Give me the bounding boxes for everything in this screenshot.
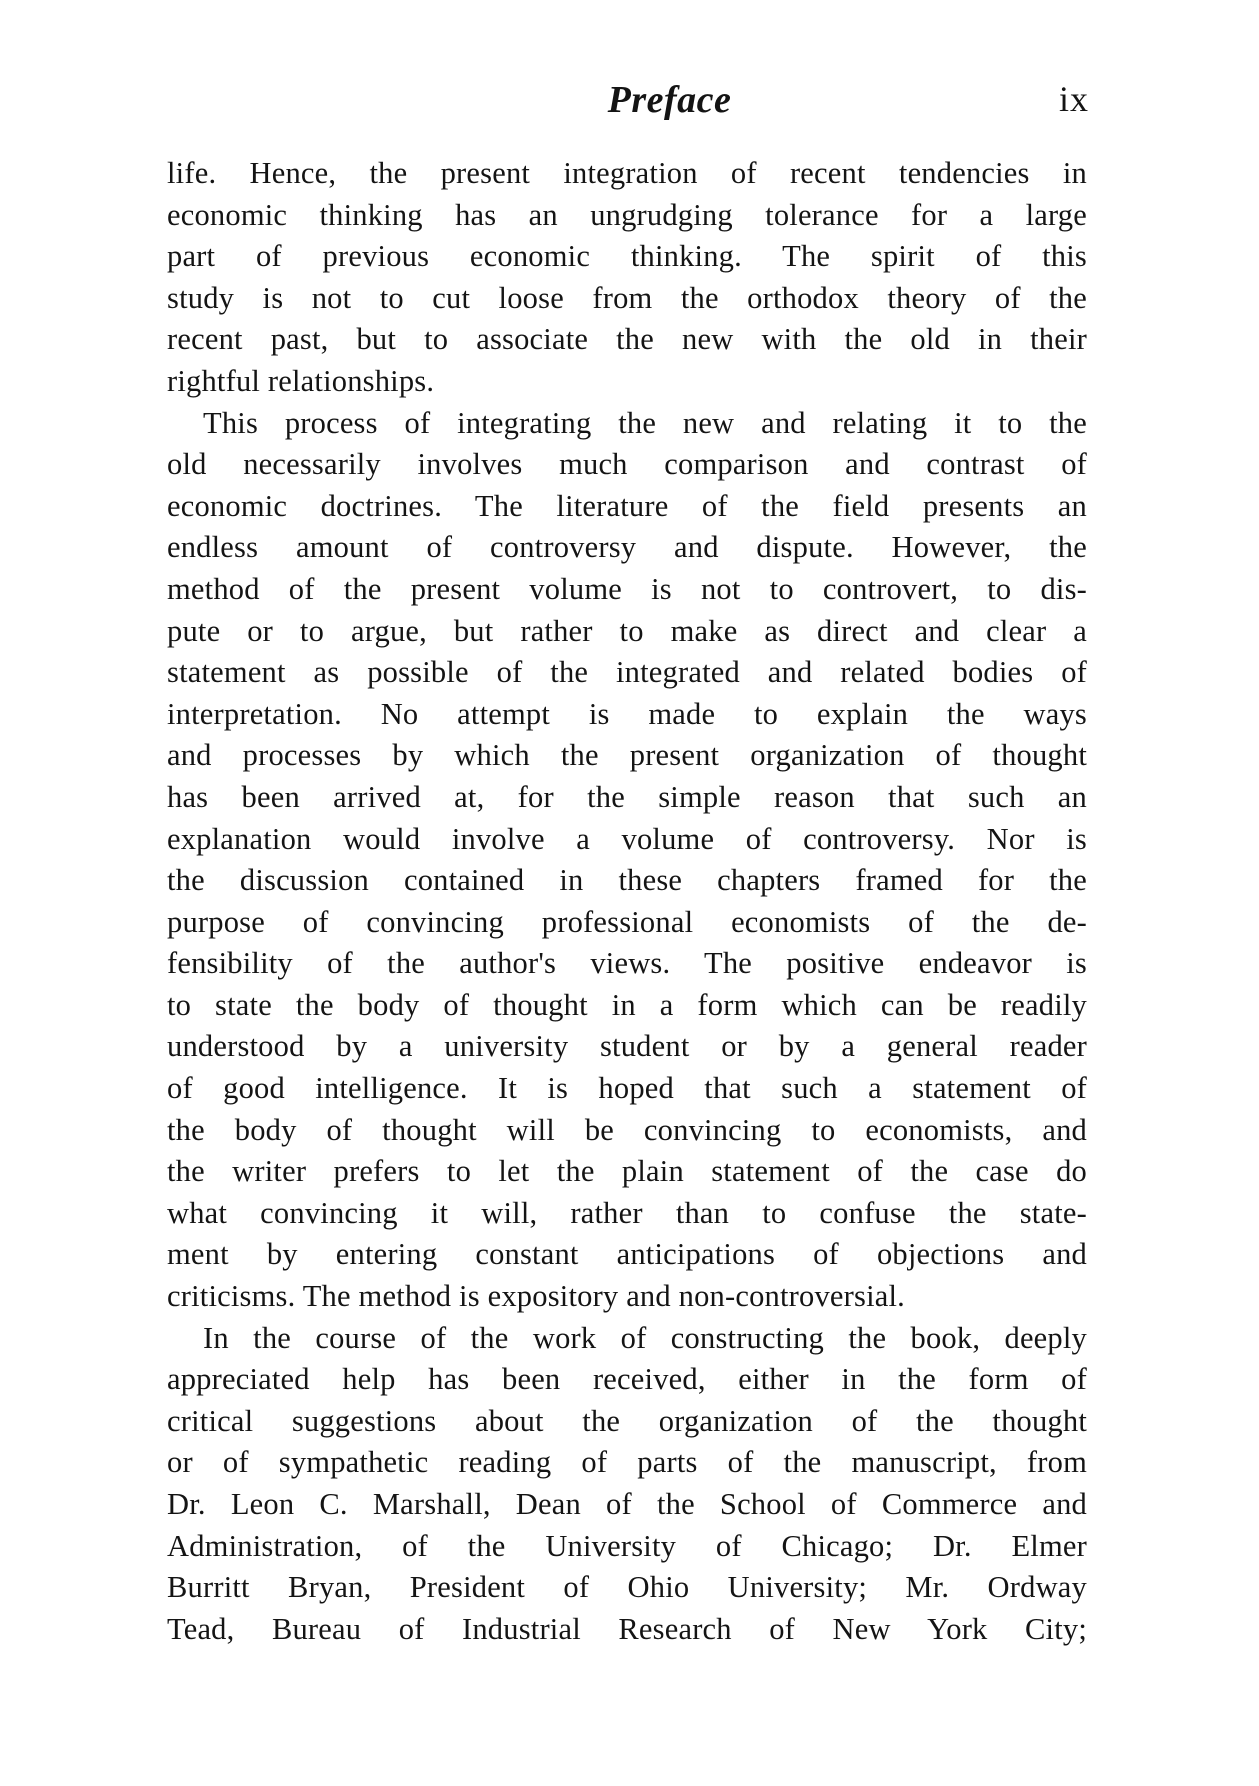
text-line: Dr. Leon C. Marshall, Dean of the School of Commerce and — [167, 1487, 1087, 1521]
text-line: old necessarily involves much comparison and contrast of — [167, 447, 1087, 482]
text-line: pute or to argue, but rather to make as direct and clear a — [167, 613, 1087, 648]
text-line: or of sympathetic reading of parts of the manuscript, from — [167, 1445, 1087, 1480]
text-line: ment by entering constant anticipations of objections and — [167, 1237, 1087, 1272]
text-line: economic doctrines. The literature of the field presents an — [167, 488, 1087, 523]
text-line: endless amount of controversy and dispute. However, the — [167, 530, 1087, 565]
text-line: the discussion contained in these chapters framed for the — [167, 863, 1087, 898]
text-line: fensibility of the author's views. The positive endeavor is — [167, 946, 1087, 981]
text-line: purpose of convincing professional economists of the de- — [167, 904, 1087, 939]
text-line: study is not to cut loose from the orthodox theory of the — [167, 280, 1087, 315]
text-line: has been arrived at, for the simple reason that such an — [167, 779, 1087, 814]
text-line: This process of integrating the new and relating it to the — [203, 405, 1087, 440]
text-line: Tead, Bureau of Industrial Research of New York City; — [167, 1611, 1087, 1646]
text-line: Administration, of the University of Chicago; Dr. Elmer — [167, 1528, 1087, 1563]
text-line: recent past, but to associate the new with the old in their — [167, 322, 1087, 357]
text-line: criticisms. The method is expository and non-controversial. — [167, 1279, 906, 1314]
text-line: to state the body of thought in a form which can be readily — [167, 987, 1087, 1022]
text-line: part of previous economic thinking. The spirit of this — [167, 239, 1087, 274]
page-number: ix — [1058, 79, 1089, 119]
text-line: interpretation. No attempt is made to explain the ways — [167, 696, 1087, 731]
text-line: critical suggestions about the organization of the thought — [167, 1403, 1087, 1438]
text-line: understood by a university student or by a general reader — [167, 1029, 1087, 1064]
text-line: In the course of the work of constructing the book, deeply — [203, 1320, 1087, 1355]
text-line: explanation would involve a volume of controversy. Nor is — [167, 821, 1087, 856]
text-line: rightful relationships. — [167, 363, 435, 398]
body-text — [167, 153, 1087, 1650]
text-line: method of the present volume is not to controvert, to dis- — [167, 571, 1087, 606]
text-line: the body of thought will be convincing to economists, and — [167, 1112, 1087, 1147]
text-line: statement as possible of the integrated and related bodies of — [167, 655, 1087, 690]
text-line: economic thinking has an ungrudging tolerance for a large — [167, 197, 1087, 232]
text-line: life. Hence, the present integration of recent tendencies in — [167, 156, 1087, 190]
text-line: appreciated help has been received, either in the form of — [167, 1362, 1087, 1397]
text-line: what convincing it will, rather than to confuse the state- — [167, 1195, 1087, 1230]
running-title: Preface — [607, 79, 732, 121]
text-line: the writer prefers to let the plain statement of the case do — [167, 1154, 1087, 1189]
running-head — [0, 78, 1259, 128]
text-line: Burritt Bryan, President of Ohio University; Mr. Ordway — [167, 1570, 1087, 1605]
text-line: of good intelligence. It is hoped that such a statement of — [167, 1071, 1087, 1106]
text-line: and processes by which the present organization of thought — [167, 738, 1087, 773]
